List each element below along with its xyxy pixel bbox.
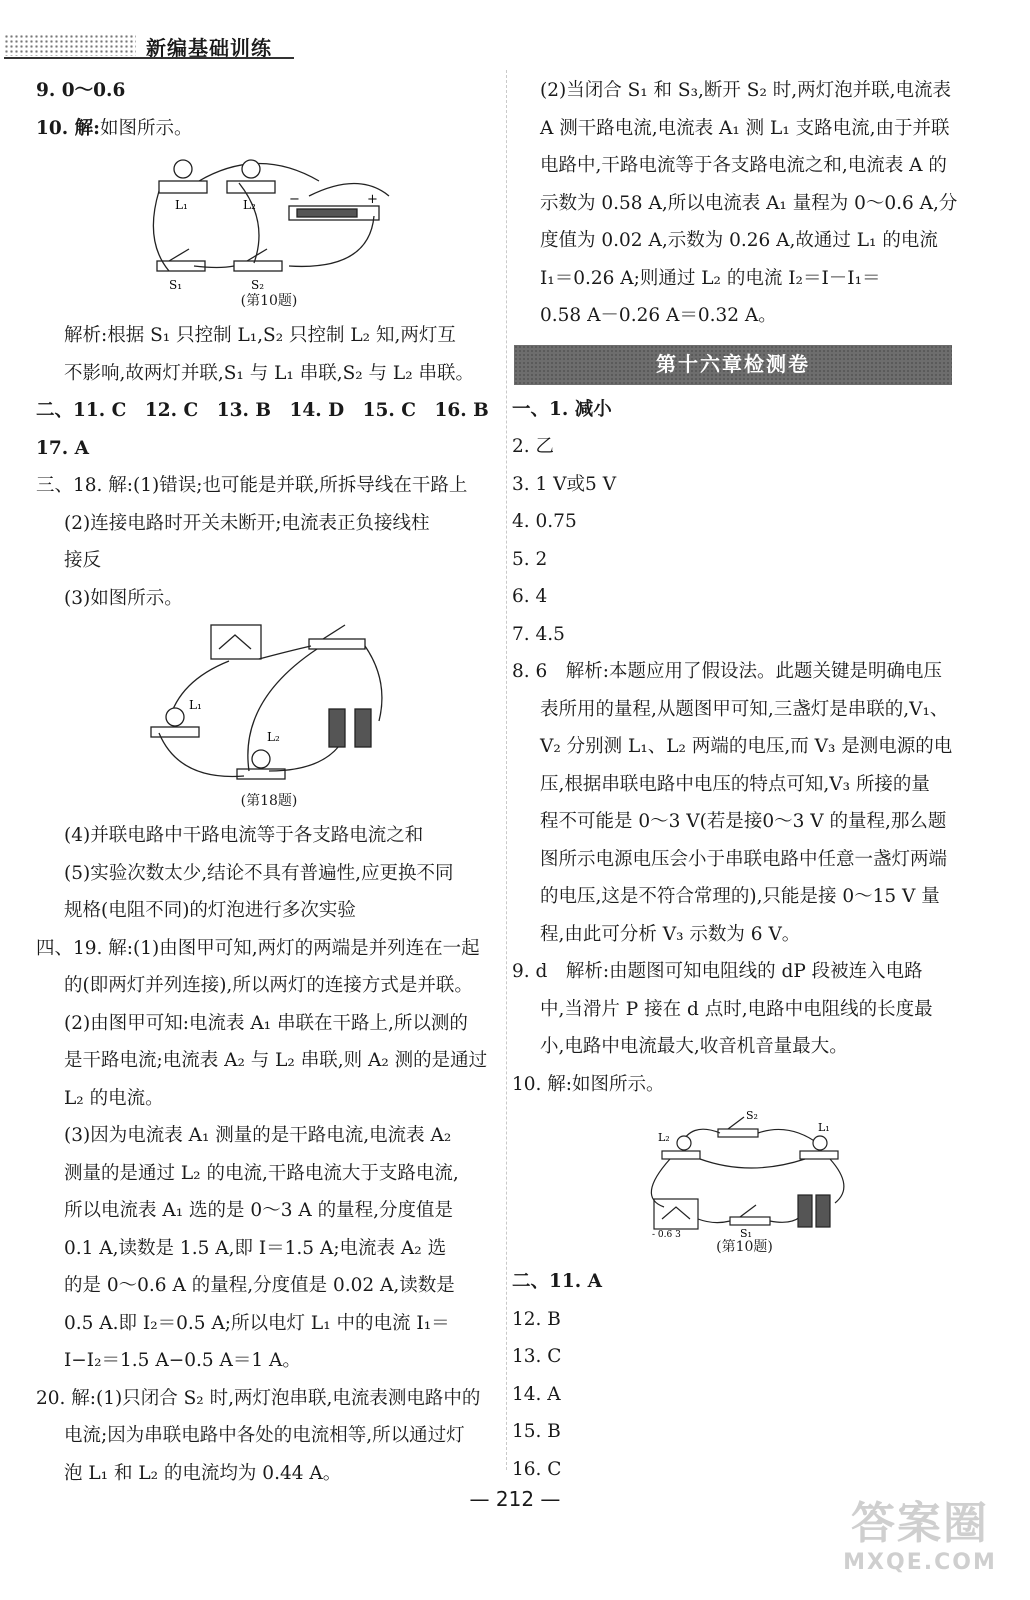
chapter-answer-2: 2. 乙	[512, 436, 555, 457]
chapter-answer-8-line-5: 程不可能是 0～3 V(若是接0～3 V 的量程,那么题	[540, 811, 947, 832]
bulb-l2-icon	[242, 160, 260, 178]
answer-19-line-1: 四、19. 解:(1)由图甲可知,两灯的两端是并列连在一起	[36, 937, 480, 959]
figure-10-circuit	[139, 151, 399, 311]
section-2-answers: 二、11. C 12. C 13. B 14. D 15. C 16. B 17. A	[36, 400, 508, 459]
fig10-label-s2: S₂	[251, 278, 265, 291]
bulb-l1-icon	[174, 160, 192, 178]
bulb-l2-icon	[252, 750, 270, 768]
chapter-answer-1: 一、1. 减小	[512, 398, 612, 420]
fig10-label-minus: −	[289, 192, 300, 207]
chapter-answer-9-line-1: 9. d 解析:由题图可知电阻线的 dP 段被连入电路	[512, 961, 923, 982]
chapter-answer-16: 16. C	[512, 1458, 562, 1480]
figure-10b-drawing	[640, 1107, 850, 1237]
chapter-answer-3: 3. 1 V或5 V	[512, 473, 617, 495]
answer-19-line-4: 是干路电流;电流表 A₂ 与 L₂ 串联,则 A₂ 测的是通过	[64, 1050, 488, 1071]
fig18-label-l2: L₂	[267, 730, 280, 744]
fig10b-label-l2: L₂	[657, 1131, 670, 1144]
left-column	[36, 72, 508, 1492]
analysis-10-line-2: 不影响,故两灯并联,S₁ 与 L₁ 串联,S₂ 与 L₂ 串联。	[64, 362, 475, 384]
header-dot-pattern	[4, 34, 136, 56]
right-column	[512, 72, 977, 1488]
answer-19-line-11: 0.5 A.即 I₂＝0.5 A;所以电灯 L₁ 中的电流 I₁＝	[64, 1312, 450, 1334]
fig10-label-s1: S₁	[169, 278, 183, 291]
chapter-answer-6: 6. 4	[512, 586, 548, 607]
answer-20-line-3: 泡 L₁ 和 L₂ 的电流均为 0.44 A。	[64, 1462, 342, 1484]
answer-18-line-4: (3)如图所示。	[64, 587, 183, 609]
chapter-answer-11: 二、11. A	[512, 1271, 602, 1292]
answer-19-line-7: 测量的是通过 L₂ 的电流,干路电流大于支路电流,	[64, 1162, 459, 1184]
answer-18-line-5: (4)并联电路中干路电流等于各支路电流之和	[64, 825, 424, 846]
bulb-l2-icon	[677, 1136, 691, 1150]
answer-20b-line-4: 示数为 0.58 A,所以电流表 A₁ 量程为 0～0.6 A,分	[540, 192, 958, 214]
answer-19-line-6: (3)因为电流表 A₁ 测量的是干路电流,电流表 A₂	[64, 1125, 452, 1146]
fig10b-label-s1: S₁	[739, 1227, 752, 1237]
chapter-answer-12: 12. B	[512, 1308, 561, 1330]
chapter-answer-15: 15. B	[512, 1421, 561, 1442]
chapter-answer-9-line-2: 中,当滑片 P 接在 d 点时,电路中电阻线的长度最	[540, 998, 933, 1020]
figure-10-drawing	[139, 151, 399, 291]
running-header	[0, 30, 300, 58]
fig10-label-l2: L₂	[243, 198, 256, 212]
analysis-10-line-1: 解析:根据 S₁ 只控制 L₁,S₂ 只控制 L₂ 知,两灯互	[64, 325, 456, 346]
answer-20b-line-3: 电路中,干路电流等于各支路电流之和,电流表 A 的	[540, 155, 947, 176]
figure-18-circuit	[139, 621, 399, 811]
figure-10b-circuit	[640, 1107, 850, 1257]
answer-10-text: 如图所示。	[99, 117, 193, 139]
chapter-answer-8-line-4: 压,根据串联电路中电压的特点可知,V₃ 所接的量	[540, 773, 930, 795]
answer-19-line-8: 所以电流表 A₁ 选的是 0～3 A 的量程,分度值是	[64, 1200, 453, 1221]
answer-18-line-2: (2)连接电路时开关未断开;电流表正负接线柱	[64, 512, 430, 534]
chapter-title-banner: 第十六章检测卷	[514, 345, 952, 385]
watermark-logo	[820, 1498, 1020, 1594]
answer-10	[36, 110, 502, 148]
chapter-answer-9-line-3: 小,电路中电流最大,收音机音量最大。	[540, 1036, 848, 1057]
fig10-label-l1: L₁	[175, 198, 188, 212]
page-number: — 212 —	[469, 1487, 561, 1511]
fig18-label-l1: L₁	[189, 698, 202, 712]
figure-10b-caption: (第10题)	[716, 1239, 773, 1255]
figure-10-caption: (第10题)	[240, 293, 298, 309]
header-rule	[4, 57, 294, 59]
chapter-answer-8-line-8: 程,由此可分析 V₃ 示数为 6 V。	[540, 923, 801, 945]
answer-18-line-1: 三、18. 解:(1)错误;也可能是并联,所拆导线在干路上	[36, 475, 468, 496]
answer-20b-line-6: I₁＝0.26 A;则通过 L₂ 的电流 I₂＝I－I₁＝	[540, 267, 881, 289]
fig10b-label-l1: L₁	[817, 1121, 830, 1134]
column-divider	[506, 70, 507, 1470]
chapter-answer-8-line-3: V₂ 分别测 L₁、L₂ 两端的电压,而 V₃ 是测电源的电	[540, 736, 953, 757]
chapter-answer-8-line-1: 8. 6 解析:本题应用了假设法。此题关键是明确电压	[512, 661, 943, 682]
watermark-text: 答案圈	[851, 1498, 989, 1549]
bulb-l1-icon	[166, 708, 184, 726]
chapter-answer-13: 13. C	[512, 1346, 562, 1367]
chapter-answer-8-line-7: 的电压,这是不符合常理的),只能是接 0～15 V 量	[540, 886, 940, 907]
chapter-answer-8-line-6: 图所示电源电压会小于串联电路中任意一盏灯两端	[540, 848, 948, 870]
chapter-answer-10: 10. 解:如图所示。	[512, 1073, 665, 1095]
answer-19-line-12: I−I₂＝1.5 A−0.5 A＝1 A。	[64, 1350, 301, 1371]
answer-18-line-3: 接反	[64, 550, 102, 571]
answer-20-line-1: 20. 解:(1)只闭合 S₂ 时,两灯泡串联,电流表测电路中的	[36, 1387, 481, 1409]
fig10b-label-s2: S₂	[745, 1109, 758, 1122]
answer-20b-line-1: (2)当闭合 S₁ 和 S₃,断开 S₂ 时,两灯泡并联,电流表	[540, 80, 952, 101]
chapter-answer-7: 7. 4.5	[512, 623, 565, 645]
answer-20-line-2: 电流;因为串联电路中各处的电流相等,所以通过灯	[64, 1425, 465, 1446]
answer-20b-line-7: 0.58 A－0.26 A＝0.32 A。	[540, 305, 777, 326]
answer-9: 9. 0～0.6	[36, 80, 126, 101]
header-title: 新编基础训练	[146, 36, 272, 60]
answer-19-line-9: 0.1 A,读数是 1.5 A,即 I＝1.5 A;电流表 A₂ 选	[64, 1237, 447, 1259]
chapter-answer-5: 5. 2	[512, 548, 548, 570]
answer-20b-line-2: A 测干路电流,电流表 A₁ 测 L₁ 支路电流,由于并联	[540, 117, 950, 139]
chapter-answer-8-line-2: 表所用的量程,从题图甲可知,三盏灯是串联的,V₁、	[540, 698, 949, 720]
answer-18-line-6: (5)实验次数太少,结论不具有普遍性,应更换不同	[64, 862, 454, 884]
bulb-l1-icon	[813, 1136, 827, 1150]
answer-10-head: 10. 解:	[36, 117, 100, 139]
answer-19-line-3: (2)由图甲可知:电流表 A₁ 串联在干路上,所以测的	[64, 1012, 468, 1034]
answer-18-line-7: 规格(电阻不同)的灯泡进行多次实验	[64, 900, 356, 921]
fig10b-label-range: - 0.6 3	[651, 1230, 681, 1237]
chapter-answer-4: 4. 0.75	[512, 511, 577, 532]
answer-19-line-5: L₂ 的电流。	[64, 1087, 164, 1109]
watermark-url: MXQE.COM	[843, 1550, 997, 1575]
answer-19-line-10: 的是 0～0.6 A 的量程,分度值是 0.02 A,读数是	[64, 1275, 455, 1296]
answer-19-line-2: 的(即两灯并列连接),所以两灯的连接方式是并联。	[64, 975, 473, 996]
figure-18-caption: (第18题)	[240, 793, 298, 809]
fig10-label-plus: +	[367, 192, 378, 207]
answer-20b-line-5: 度值为 0.02 A,示数为 0.26 A,故通过 L₁ 的电流	[540, 230, 938, 251]
chapter-answer-14: 14. A	[512, 1383, 561, 1405]
figure-18-drawing	[139, 621, 399, 791]
